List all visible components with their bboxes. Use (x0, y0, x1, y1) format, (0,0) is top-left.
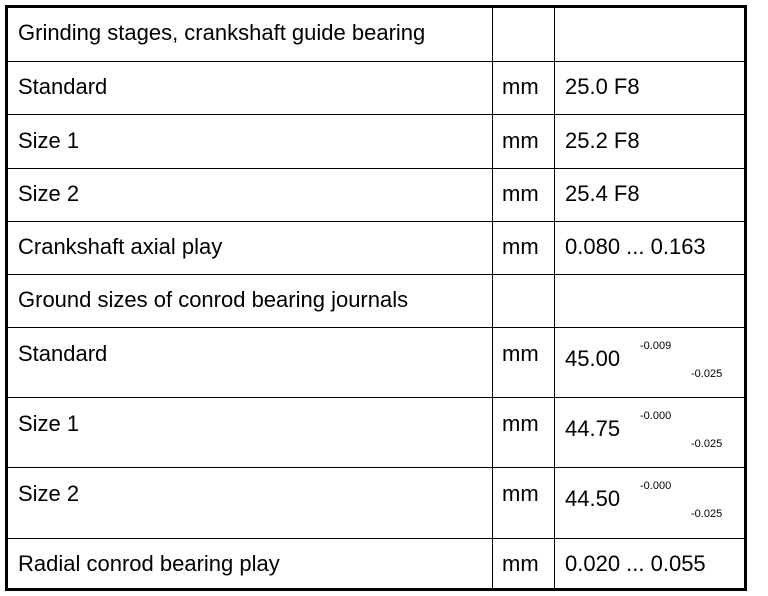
row-value: 44.50 (565, 486, 621, 511)
row-value: 25.0 F8 (565, 74, 640, 99)
row-label: Size 2 (18, 181, 80, 206)
row-value: 44.75 (565, 416, 621, 441)
tolerance-upper: -0.000 (640, 410, 672, 422)
section-heading: Grinding stages, crankshaft guide bearing (18, 20, 426, 45)
column-divider (492, 8, 493, 588)
row-label: Standard (18, 74, 108, 99)
row-unit: mm (502, 411, 539, 436)
row-divider (8, 168, 744, 169)
column-divider (554, 8, 555, 588)
section-heading: Ground sizes of conrod bearing journals (18, 287, 409, 312)
row-label: Size 1 (18, 411, 80, 436)
row-unit: mm (502, 234, 539, 259)
row-divider (8, 538, 744, 539)
row-divider (8, 274, 744, 275)
row-label: Size 1 (18, 128, 80, 153)
row-unit: mm (502, 181, 539, 206)
row-label: Size 2 (18, 481, 80, 506)
row-unit: mm (502, 551, 539, 576)
row-value: 25.2 F8 (565, 128, 640, 153)
row-divider (8, 114, 744, 115)
specification-table (5, 5, 747, 591)
row-unit: mm (502, 128, 539, 153)
tolerance-upper: -0.000 (640, 480, 672, 492)
row-label: Standard (18, 341, 108, 366)
row-divider (8, 61, 744, 62)
row-divider (8, 467, 744, 468)
row-value: 45.00 (565, 346, 621, 371)
row-divider (8, 397, 744, 398)
row-unit: mm (502, 74, 539, 99)
row-label: Radial conrod bearing play (18, 551, 280, 576)
row-unit: mm (502, 481, 539, 506)
row-unit: mm (502, 341, 539, 366)
row-divider (8, 327, 744, 328)
tolerance-lower: -0.025 (691, 368, 723, 380)
row-divider (8, 221, 744, 222)
row-value: 25.4 F8 (565, 181, 640, 206)
tolerance-lower: -0.025 (691, 508, 723, 520)
row-value: 0.020 ... 0.055 (565, 551, 706, 576)
tolerance-upper: -0.009 (640, 340, 672, 352)
row-value: 0.080 ... 0.163 (565, 234, 706, 259)
tolerance-lower: -0.025 (691, 438, 723, 450)
row-label: Crankshaft axial play (18, 234, 223, 259)
